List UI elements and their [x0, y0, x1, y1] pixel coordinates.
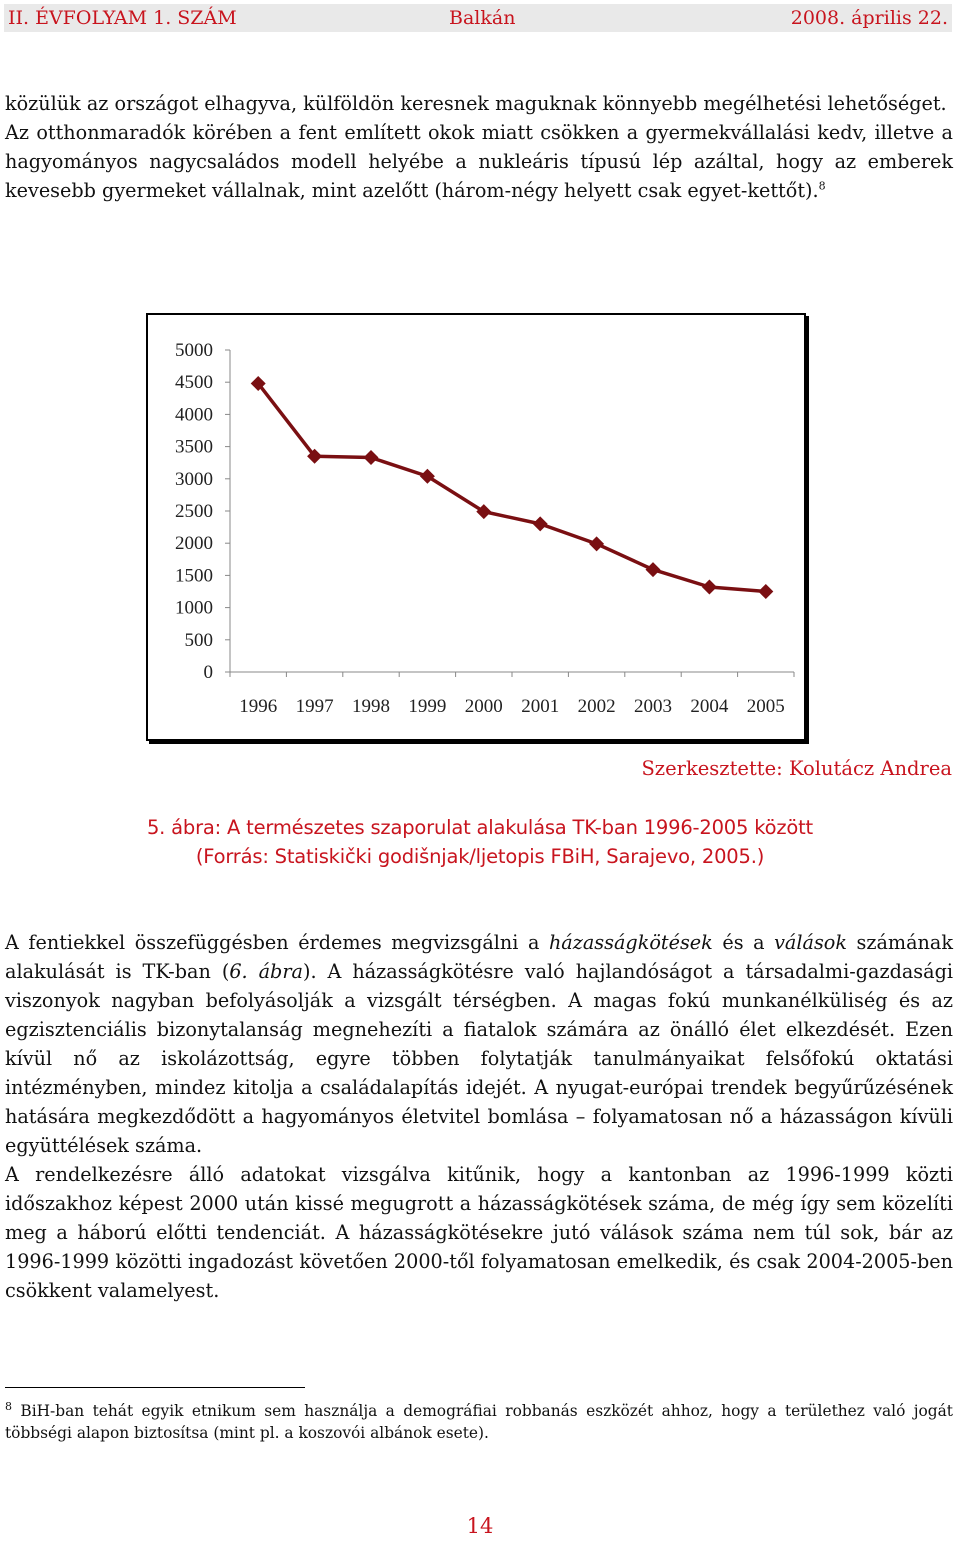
- chart-editor-credit: Szerkesztette: Kolutácz Andrea: [641, 757, 952, 780]
- y-tick-label: 4000: [175, 404, 213, 426]
- data-point-marker: [589, 536, 604, 551]
- data-point-marker: [646, 562, 661, 577]
- data-point-marker: [533, 516, 548, 531]
- paragraph-marriages: [5, 928, 953, 1305]
- footnote-divider: [5, 1387, 305, 1388]
- paragraph-marriages-text: számának alakulását is TK-ban (: [5, 931, 953, 983]
- journal-section: Balkán: [449, 7, 516, 29]
- term-marriages: házasságkötések: [548, 931, 713, 954]
- chart-frame: [146, 313, 806, 741]
- data-point-marker: [702, 579, 717, 594]
- paragraph-intro-line1: közülük az országot elhagyva, külföldön keresnek maguknak könnyebb megélhetési lehetőséget.: [5, 92, 947, 115]
- y-tick-label: 3500: [175, 436, 213, 458]
- footnote-number: 8: [5, 1399, 12, 1413]
- series-line: [258, 383, 766, 591]
- y-tick-label: 500: [184, 629, 213, 651]
- x-tick-label: 2003: [634, 696, 672, 717]
- footnote: [5, 1400, 953, 1444]
- figure-source: (Forrás: Statiskički godišnjak/ljetopis FBiH, Sarajevo, 2005.): [195, 845, 765, 868]
- x-tick-label: 2001: [521, 696, 560, 717]
- y-tick-label: 0: [203, 662, 213, 683]
- x-tick-label: 2005: [746, 696, 785, 717]
- journal-volume: II. ÉVFOLYAM 1. SZÁM: [8, 7, 237, 29]
- footnote-ref[interactable]: 8: [818, 179, 826, 193]
- natural-increase-line-chart: [148, 315, 804, 739]
- y-tick-label: 4500: [175, 372, 213, 394]
- data-point-marker: [364, 450, 379, 465]
- y-tick-label: 1000: [175, 597, 213, 619]
- y-tick-label: 2000: [175, 533, 213, 555]
- paragraph-intro: [5, 89, 953, 205]
- x-tick-label: 1998: [352, 696, 390, 717]
- x-tick-label: 1997: [295, 696, 334, 717]
- journal-date: 2008. április 22.: [790, 7, 948, 29]
- x-tick-label: 2002: [577, 696, 616, 717]
- figure-caption: 5. ábra: A természetes szaporulat alakulása TK-ban 1996-2005 között: [146, 816, 814, 839]
- x-tick-label: 1996: [239, 696, 278, 717]
- paragraph-marriages-text: és a: [712, 931, 775, 954]
- y-tick-label: 1500: [175, 565, 213, 587]
- paragraph-intro-line2: Az otthonmaradók körében a fent említett okok miatt csökken a gyermekvállalási kedv, illetve a hagyományos nagycsaládos modell helyébe a nukleáris típusú lép azáltal, hogy az emberek kevesebb gyermeket vállalnak, mint azelőtt (három-négy helyett csak egyet-kettőt).: [5, 121, 953, 202]
- page-number: 14: [466, 1514, 494, 1538]
- page-header: [4, 4, 952, 32]
- term-divorces: válások: [774, 931, 847, 954]
- x-tick-label: 2004: [690, 696, 729, 717]
- x-tick-label: 2000: [464, 696, 503, 717]
- y-tick-label: 5000: [175, 340, 213, 361]
- data-point-marker: [758, 584, 773, 599]
- figure-reference: 6. ábra: [229, 960, 303, 983]
- y-tick-label: 2500: [175, 501, 213, 522]
- footnote-text: BiH-ban tehát egyik etnikum sem használja a demográfiai robbanás eszközét ahhoz, hogy a területhez való jogát többségi alapon biztosítsa (mint pl. a koszovói albánok esete).: [5, 1402, 953, 1442]
- paragraph-marriages-text: A fentiekkel összefüggésben érdemes megvizsgálni a: [5, 931, 549, 954]
- paragraph-data-analysis: A rendelkezésre álló adatokat vizsgálva kitűnik, hogy a kantonban az 1996-1999 közti időszakhoz képest 2000 után kissé megugrott a házasságkötések száma, de még így sem közelíti meg a háború előtti tendenciát. A házasságkötésekre jutó válások száma nem túl sok, bár az 1996-1999 közötti ingadozást követően 2000-től folyamatosan emelkedik, és csak 2004-2005-ben csökkent valamelyest.: [5, 1163, 953, 1302]
- x-tick-label: 1999: [408, 696, 447, 717]
- paragraph-marriages-text: ). A házasságkötésre való hajlandóságot a társadalmi-gazdasági viszonyok nagyban befolyásolják a vizsgált térségben. A magas fokú munkanélküliség és az egzisztenciális bizonytalanság megnehezíti a fiatalok számára az önálló élet elkezdését. Ezen kívül nő az iskolázottság, egyre többen folytatják tanulmányaikat felsőfokú oktatási intézményben, mindez kitolja a családalapítás idejét. A nyugat-európai trendek begyűrűzésének hatására megkezdődött a hagyományos életvitel bomlása – folyamatosan nő a házasságon kívüli együttélések száma.: [5, 960, 953, 1157]
- y-tick-label: 3000: [175, 468, 213, 490]
